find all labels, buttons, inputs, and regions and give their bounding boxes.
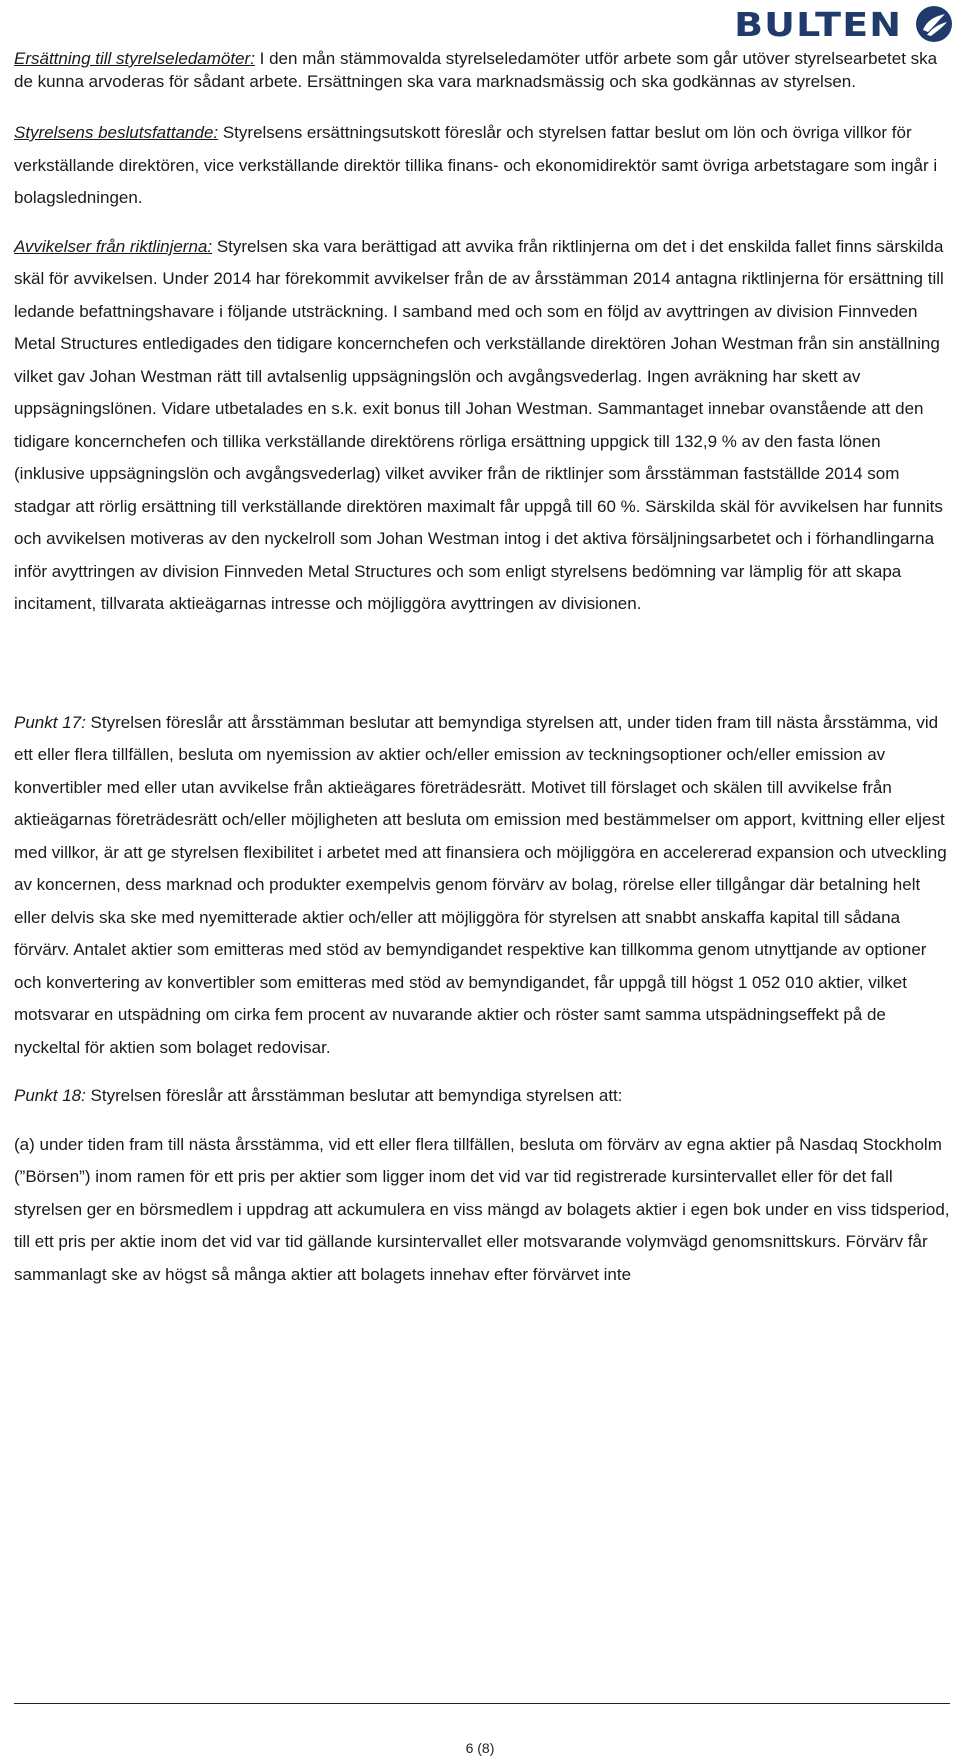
- page-number: 6 (8): [465, 1740, 495, 1756]
- paragraph-board-decision-making: [14, 117, 954, 215]
- paragraph-board-member-compensation: [14, 48, 954, 93]
- logo-emblem-icon: [914, 4, 954, 44]
- footer-divider: [14, 1703, 950, 1704]
- paragraph-heading: Avvikelser från riktlinjerna:: [14, 236, 213, 256]
- logo-wordmark: BULTEN: [733, 4, 902, 44]
- paragraph-item-17: [14, 707, 954, 1065]
- paragraph-deviations-from-guidelines: [14, 231, 954, 621]
- paragraph-heading: Ersättning till styrelseledamöter:: [14, 49, 255, 68]
- paragraph-text: Styrelsen ska vara berättigad att avvika från riktlinjerna om det i det enskilda fallet finns särskilda skäl för avvikelsen. Under 2014 har förekommit avvikelser från de av årsstämman 2014 antagna riktlinjerna för ersättning till ledande befattningshavare i följande utsträckning. I samband med och som en följd av avyttringen av division Finnveden Metal Structures entledigades den tidigare koncernchefen och verkställande direktören Johan Westman från sin anställning vilket gav Johan Westman rätt till avtalsenlig uppsägningslön och avgångsvederlag. Ingen avräkning har skett av uppsägningslönen. Vidare utbetalades en s.k. exit bonus till Johan Westman. Sammantaget innebar ovanstående att den tidigare koncernchefen och tillika verkställande direktörens rörliga ersättning uppgick till 132,9 % av den fasta lönen (inklusive uppsägningslön och avgångsvederlag) vilket avviker från de riktlinjer som årsstämman fastställde 2014 som stadgar att rörlig ersättning till verkställande direktören maximalt får uppgå till 60 %. Särskilda skäl för avvikelsen har funnits och avvikelsen motiveras av den nyckelroll som Johan Westman intog i det aktiva försäljningsarbetet och i förhandlingarna inför avyttringen av division Finnveden Metal Structures och som enligt styrelsens bedömning var lämplig för att skapa incitament, tillvarata aktieägarnas intresse och möjliggöra avyttringen av divisionen.: [14, 236, 944, 613]
- company-logo: [733, 4, 954, 44]
- paragraph-text: Styrelsen föreslår att årsstämman beslutar att bemyndiga styrelsen att:: [85, 1086, 623, 1105]
- paragraph-heading: Punkt 18:: [14, 1086, 86, 1105]
- paragraph-heading: Punkt 17:: [14, 712, 86, 732]
- paragraph-text: (a) under tiden fram till nästa årsstämma, vid ett eller flera tillfällen, besluta om förvärv av egna aktier på Nasdaq Stockholm (”Börsen”) inom ramen för ett pris per aktier som ligger inom det vid var tid registrerade kursintervallet eller för det fall styrelsen ger en börsmedlem i uppdrag att ackumulera en viss mängd av bolagets aktier i egen bok under en viss tidsperiod, till ett pris per aktie inom det vid var tid gällande kursintervallet eller motsvarande volymvägd genomsnittskurs. Förvärv får sammanlagt ske av högst så många aktier att bolagets innehav efter förvärvet inte: [14, 1134, 950, 1284]
- paragraph-heading: Styrelsens beslutsfattande:: [14, 123, 219, 142]
- paragraph-text: Styrelsen föreslår att årsstämman beslutar att bemyndiga styrelsen att, under tiden fram till nästa årsstämma, vid ett eller flera tillfällen, besluta om nyemission av aktier och/eller emission av teckningsoptioner och/eller emission av konvertibler med eller utan avvikelse från aktieägares företrädesrätt. Motivet till förslaget och skälen till avvikelse från aktieägarnas företrädesrätt och/eller möjligheten att besluta om emission med bestämmelser om apport, kvittning eller eljest med villkor, är att ge styrelsen flexibilitet i arbetet med att finansiera och möjliggöra en accelererad expansion och utveckling av koncernen, dess marknad och produkter exempelvis genom förvärv av bolag, rörelse eller tillgångar där betalning helt eller delvis ska ske med nyemitterade aktier och/eller att möjliggöra för styrelsen att snabbt anskaffa kapital till sådana förvärv. Antalet aktier som emitteras med stöd av bemyndigandet respektive kan tillkomma genom utnyttjande av optioner och konvertering av konvertibler som emitteras med stöd av bemyndigandet, får uppgå till högst 1 052 010 aktier, vilket motsvarar en utspädning om cirka fem procent av nuvarande aktier och röster samt samma utspädningseffekt på de nyckeltal för aktien som bolaget redovisar.: [14, 712, 947, 1057]
- paragraph-text: Styrelsens ersättningsutskott föreslår och styrelsen fattar beslut om lön och övriga villkor för verkställande direktören, vice verkställande direktör tillika finans- och ekonomidirektör samt övriga arbetstagare som ingår i bolagsledningen.: [14, 123, 938, 207]
- paragraph-text: I den mån stämmovalda styrelseledamöter utför arbete som går utöver styrelsearbetet ska de kunna arvoderas för sådant arbete. Ersättningen ska vara marknadsmässig och ska godkännas av styrelsen.: [14, 49, 938, 91]
- document-body: [14, 48, 954, 1291]
- paragraph-item-18a: [14, 1129, 954, 1292]
- paragraph-item-18: [14, 1080, 954, 1113]
